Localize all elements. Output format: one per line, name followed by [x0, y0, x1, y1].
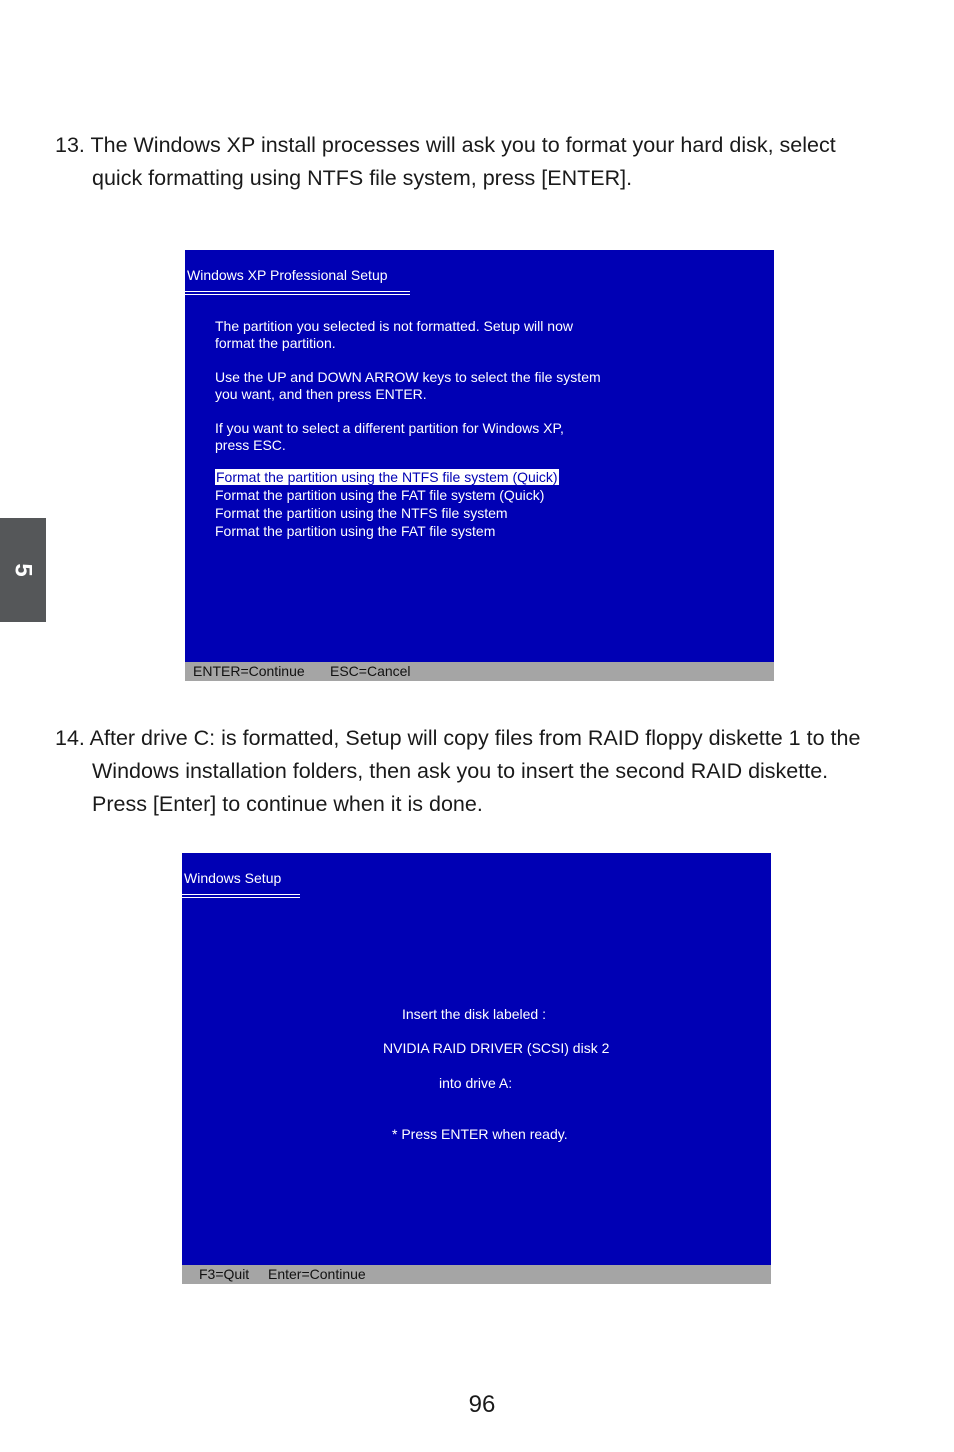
chapter-number: 5: [9, 563, 37, 577]
para-line: format the partition.: [215, 335, 336, 351]
status-enter-continue: ENTER=Continue: [193, 663, 305, 679]
format-option-ntfs[interactable]: Format the partition using the NTFS file system: [215, 505, 508, 521]
title-underline: [182, 894, 300, 898]
drive-letter: into drive A:: [439, 1075, 513, 1091]
format-option-fat[interactable]: Format the partition using the FAT file system: [215, 523, 496, 539]
press-enter-prompt: * Press ENTER when ready.: [392, 1126, 568, 1142]
para-line: Use the UP and DOWN ARROW keys to select the file system: [215, 369, 601, 385]
format-option-ntfs-quick[interactable]: Format the partition using the NTFS file system (Quick): [216, 469, 558, 485]
para-line: The partition you selected is not formatted. Setup will now: [215, 318, 573, 334]
page-number: 96: [468, 1391, 496, 1418]
partition-not-formatted-text: [215, 318, 645, 352]
title-underline: [185, 291, 410, 295]
arrow-keys-instructions: [215, 369, 645, 403]
step-13-line-1: 13. The Windows XP install processes will ask you to format your hard disk, select: [55, 133, 836, 157]
step-14-line-2: Windows installation folders, then ask you to insert the second RAID diskette.: [92, 759, 829, 783]
status-bar: [185, 662, 774, 681]
step-13-line-2: quick formatting using NTFS file system, press [ENTER].: [92, 166, 633, 190]
status-enter-continue: Enter=Continue: [268, 1266, 366, 1282]
format-option-fat-quick[interactable]: Format the partition using the FAT file system (Quick): [215, 487, 545, 503]
windows-setup-insert-disk-screen: [182, 853, 771, 1284]
step-14-line-1: 14. After drive C: is formatted, Setup will copy files from RAID floppy diskette 1 to the: [55, 726, 861, 750]
insert-disk-label: Insert the disk labeled :: [402, 1006, 546, 1022]
status-esc-cancel: ESC=Cancel: [330, 663, 411, 679]
chapter-tab: [0, 518, 46, 622]
step-14-text: [55, 722, 915, 821]
para-line: you want, and then press ENTER.: [215, 386, 427, 402]
format-options-list: [215, 468, 560, 540]
status-f3-quit: F3=Quit: [199, 1266, 250, 1282]
status-bar: [182, 1265, 771, 1284]
para-line: press ESC.: [215, 437, 286, 453]
disk-name: NVIDIA RAID DRIVER (SCSI) disk 2: [383, 1040, 610, 1056]
step-13-text: [55, 129, 915, 195]
esc-instructions: [215, 420, 645, 454]
xp-setup-format-screen: [185, 250, 774, 681]
step-14-line-3: Press [Enter] to continue when it is done.: [92, 792, 483, 816]
setup-title: Windows Setup: [184, 870, 282, 886]
setup-title: Windows XP Professional Setup: [187, 267, 388, 283]
para-line: If you want to select a different partition for Windows XP,: [215, 420, 564, 436]
